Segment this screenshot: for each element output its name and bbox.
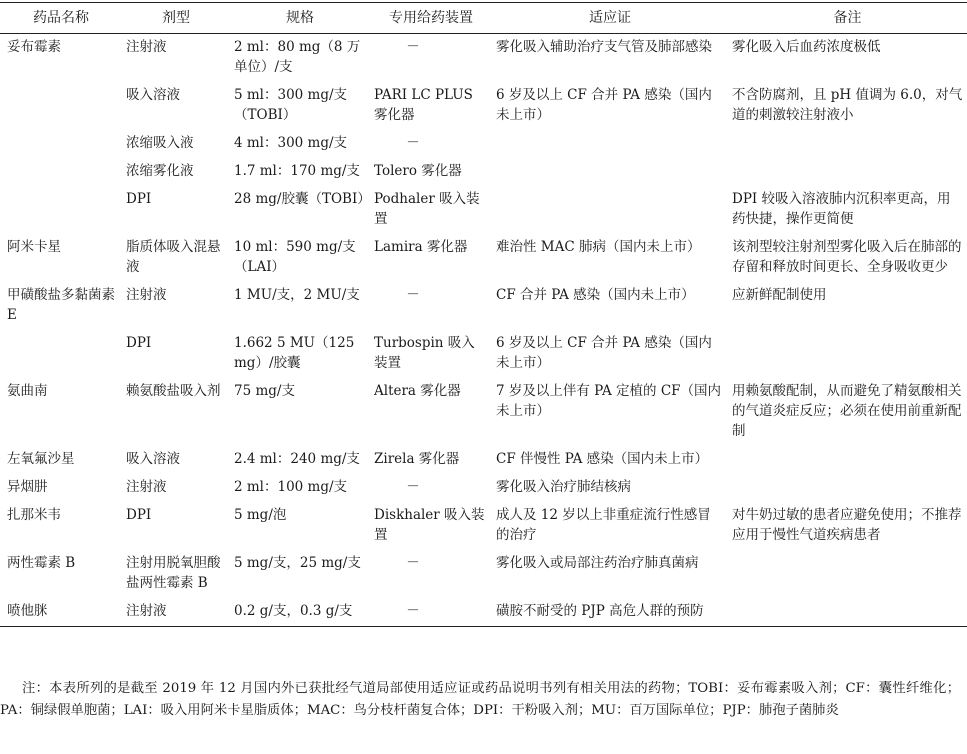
- dosage-form-cell: DPI: [126, 507, 152, 523]
- drug-name-cell: 甲磺酸盐多黏菌素 E: [7, 287, 115, 323]
- indication-cell: 磺胺不耐受的 PJP 高危人群的预防: [492, 598, 728, 627]
- dosage-form-cell: DPI: [126, 191, 152, 207]
- device-cell: －: [406, 135, 420, 151]
- dosage-form-cell: 注射液: [126, 39, 167, 55]
- indication-cell: [492, 186, 728, 234]
- dosage-form-cell: DPI: [126, 335, 152, 351]
- dosage-form-cell: 注射液: [122, 598, 230, 627]
- remarks-cell: [728, 130, 967, 158]
- table-row: [0, 130, 967, 158]
- remarks-cell: [728, 158, 967, 186]
- specification-cell: 5 ml：300 mg/支（TOBI）: [234, 87, 348, 123]
- dosage-form-cell: 吸入溶液: [126, 87, 180, 103]
- indication-cell: 难治性 MAC 肺病（国内未上市）: [496, 239, 701, 255]
- dosage-form-cell: 浓缩吸入液: [126, 135, 194, 151]
- table-row: [0, 502, 967, 550]
- specification-cell: 1 MU/支，2 MU/支: [234, 287, 360, 303]
- device-cell: －: [406, 479, 420, 495]
- header-indication: 适应证: [492, 3, 728, 34]
- drug-name-cell: 两性霉素 B: [7, 555, 76, 571]
- drug-name-cell: 妥布霉素: [7, 39, 61, 55]
- indication-cell: 雾化吸入辅助治疗支气管及肺部感染: [496, 39, 712, 55]
- remarks-cell: [728, 550, 967, 598]
- dosage-form-cell: 吸入溶液: [126, 451, 180, 467]
- header-dosage-form: 剂型: [122, 3, 230, 34]
- remarks-cell: [728, 330, 967, 378]
- specification-cell: 4 ml：300 mg/支: [234, 135, 348, 151]
- header-drug-name: 药品名称: [0, 3, 122, 34]
- table-header-row: [0, 3, 967, 34]
- indication-cell: 6 岁及以上 CF 合并 PA 感染（国内未上市）: [496, 87, 712, 123]
- table-row: [0, 234, 967, 282]
- drug-name-cell: 氨曲南: [7, 383, 48, 399]
- dosage-form-cell: 脂质体吸入混悬液: [126, 239, 221, 275]
- drug-name-cell: [0, 186, 122, 234]
- dosage-form-cell: 浓缩雾化液: [126, 163, 194, 179]
- indication-cell: 6 岁及以上 CF 合并 PA 感染（国内未上市）: [496, 335, 712, 371]
- remarks-cell: 不含防腐剂，且 pH 值调为 6.0，对气道的刺激较注射液小: [732, 87, 963, 123]
- table-row: [0, 598, 967, 627]
- device-cell: Lamira 雾化器: [374, 239, 468, 255]
- specification-cell: 2.4 ml：240 mg/支: [234, 451, 360, 467]
- table-footnote: 注：本表所列的是截至 2019 年 12 月国内外已获批经气道局部使用适应证或药品说明书列有相关用法的药物；TOBI：妥布霉素吸入剂；CF：囊性纤维化；PA：铜绿假单胞菌；LAI：吸入用阿米卡星脂质体；MAC：鸟分枝杆菌复合体；DPI：干粉吸入剂；MU：百万国际单位；PJP：肺孢子菌肺炎: [0, 681, 960, 718]
- remarks-cell: 该剂型较注射剂型雾化吸入后在肺部的存留和释放时间更长、全身吸收更少: [732, 239, 962, 275]
- remarks-cell: 用赖氨酸配制，从而避免了精氨酸相关的气道炎症反应；必须在使用前重新配制: [732, 383, 962, 439]
- specification-cell: 1.662 5 MU（125 mg）/胶囊: [234, 335, 355, 371]
- drug-name-cell: 异烟肼: [7, 479, 48, 495]
- dosage-form-cell: 注射用脱氧胆酸盐两性霉素 B: [126, 555, 221, 591]
- specification-cell: 2 ml：80 mg（8 万单位）/支: [234, 39, 361, 75]
- drug-name-cell: [0, 130, 122, 158]
- specification-cell: 28 mg/胶囊（TOBI）: [234, 191, 371, 207]
- remarks-cell: 应新鲜配制使用: [732, 287, 827, 303]
- device-cell: Turbospin 吸入装置: [374, 335, 475, 371]
- indication-cell: CF 合并 PA 感染（国内未上市）: [496, 287, 695, 303]
- table-row: [0, 550, 967, 598]
- device-cell: －: [406, 555, 420, 571]
- specification-cell: 10 ml：590 mg/支（LAI）: [234, 239, 356, 275]
- remarks-cell: [728, 598, 967, 627]
- table-row: [0, 158, 967, 186]
- device-cell: －: [370, 598, 492, 627]
- drug-name-cell: [0, 82, 122, 130]
- specification-cell: 1.7 ml：170 mg/支: [234, 163, 360, 179]
- table-row: [0, 34, 967, 83]
- remarks-cell: DPI 较吸入溶液肺内沉积率更高，用药快捷，操作更简便: [732, 191, 951, 227]
- table-row: [0, 186, 967, 234]
- drug-name-cell: [0, 158, 122, 186]
- remarks-cell: [728, 474, 967, 502]
- drug-name-cell: 喷他脒: [0, 598, 122, 627]
- drug-table: [0, 2, 967, 627]
- dosage-form-cell: 注射液: [126, 479, 167, 495]
- header-specification: 规格: [230, 3, 370, 34]
- indication-cell: 成人及 12 岁以上非重症流行性感冒的治疗: [496, 507, 711, 543]
- drug-name-cell: [0, 330, 122, 378]
- table-row: [0, 82, 967, 130]
- drug-name-cell: 扎那米韦: [7, 507, 61, 523]
- drug-name-cell: 左氧氟沙星: [7, 451, 75, 467]
- header-remarks: 备注: [728, 3, 967, 34]
- specification-cell: 75 mg/支: [234, 383, 295, 399]
- table-row: [0, 474, 967, 502]
- remarks-cell: 对牛奶过敏的患者应避免使用；不推荐应用于慢性气道疾病患者: [732, 507, 962, 543]
- dosage-form-cell: 注射液: [126, 287, 167, 303]
- device-cell: PARI LC PLUS 雾化器: [374, 87, 473, 123]
- indication-cell: 雾化吸入或局部注药治疗肺真菌病: [496, 555, 699, 571]
- remarks-cell: 雾化吸入后血药浓度极低: [732, 39, 881, 55]
- indication-cell: [492, 158, 728, 186]
- table-row: [0, 446, 967, 474]
- device-cell: －: [406, 287, 420, 303]
- indication-cell: CF 伴慢性 PA 感染（国内未上市）: [496, 451, 709, 467]
- specification-cell: 0.2 g/支，0.3 g/支: [230, 598, 370, 627]
- remarks-cell: [728, 446, 967, 474]
- device-cell: Zirela 雾化器: [374, 451, 460, 467]
- table-row: [0, 282, 967, 330]
- specification-cell: 2 ml：100 mg/支: [234, 479, 348, 495]
- drug-name-cell: 阿米卡星: [7, 239, 61, 255]
- device-cell: Altera 雾化器: [374, 383, 461, 399]
- device-cell: Tolero 雾化器: [374, 163, 462, 179]
- header-device: 专用给药装置: [370, 3, 492, 34]
- table-row: [0, 378, 967, 446]
- device-cell: Podhaler 吸入装置: [374, 191, 480, 227]
- table-row: [0, 330, 967, 378]
- indication-cell: [492, 130, 728, 158]
- indication-cell: 7 岁及以上伴有 PA 定植的 CF（国内未上市）: [496, 383, 722, 419]
- dosage-form-cell: 赖氨酸盐吸入剂: [126, 383, 221, 399]
- specification-cell: 5 mg/泡: [234, 507, 287, 523]
- indication-cell: 雾化吸入治疗肺结核病: [496, 479, 631, 495]
- device-cell: －: [406, 39, 420, 55]
- specification-cell: 5 mg/支，25 mg/支: [234, 555, 361, 571]
- device-cell: Diskhaler 吸入装置: [374, 507, 485, 543]
